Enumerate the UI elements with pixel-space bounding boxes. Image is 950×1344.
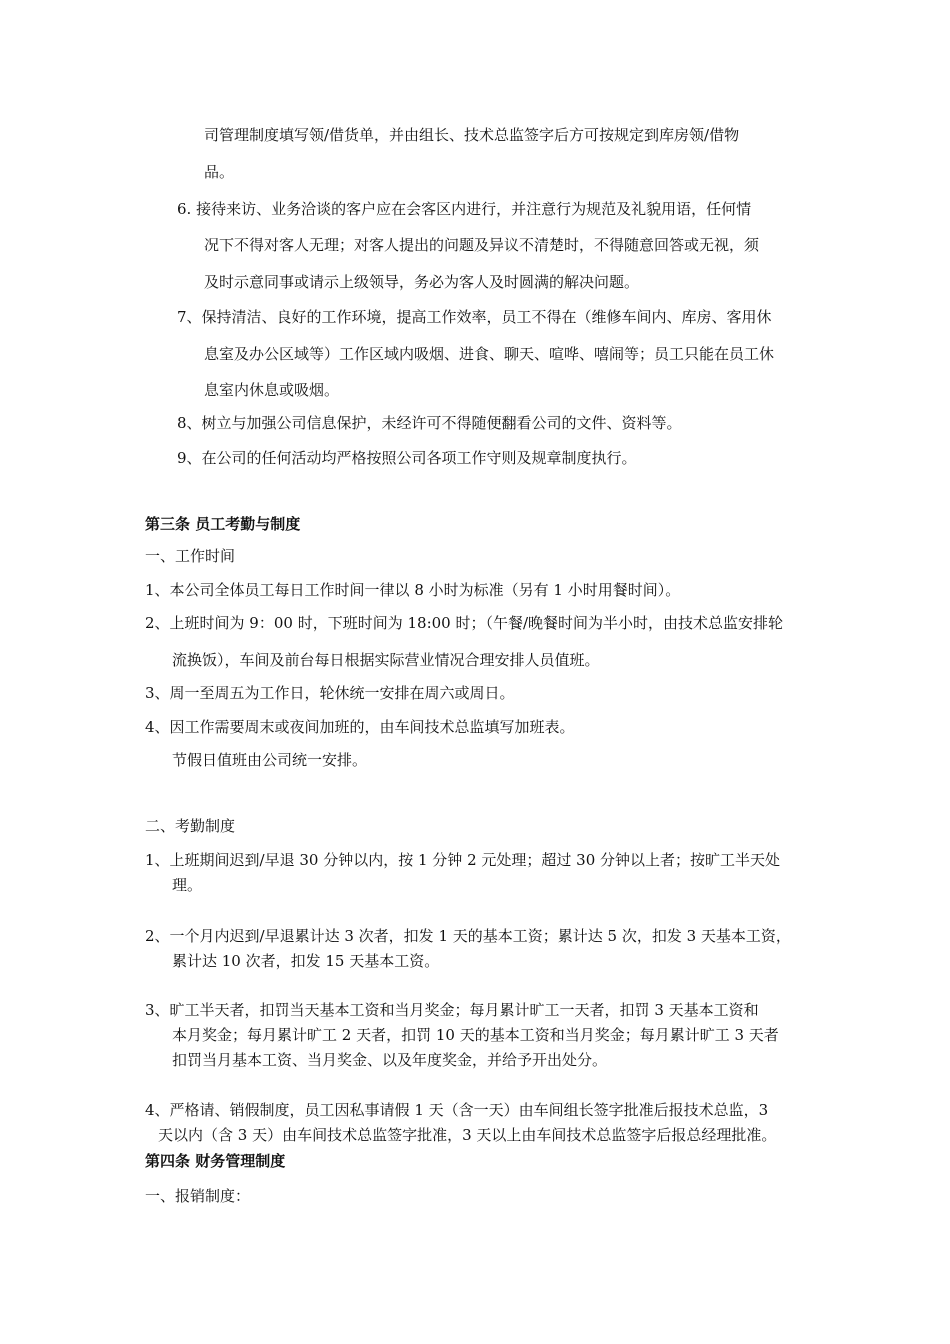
attendance-item1-line2: 理。 <box>172 876 203 894</box>
worktime-item2-line2: 流换饭），车间及前台每日根据实际营业情况合理安排人员值班。 <box>172 651 600 669</box>
item6-line3: 及时示意同事或请示上级领导，务必为客人及时圆满的解决问题。 <box>204 273 640 291</box>
worktime-item1: 1、本公司全体员工每日工作时间一律以 8 小时为标准（另有 1 小时用餐时间）。 <box>145 581 681 599</box>
worktime-item4-line2: 节假日值班由公司统一安排。 <box>172 751 368 769</box>
worktime-item4-line1: 4、因工作需要周末或夜间加班的，由车间技术总监填写加班表。 <box>145 718 575 736</box>
item7-line2: 息室及办公区域等）工作区域内吸烟、进食、聊天、喧哗、嘻闹等；员工只能在员工休 <box>204 345 775 363</box>
worktime-item3: 3、周一至周五为工作日，轮休统一安排在周六或周日。 <box>145 684 515 702</box>
item6-line2: 况下不得对客人无理；对客人提出的问题及异议不清楚时，不得随意回答或无视，须 <box>204 236 760 254</box>
attendance-item3-line3: 扣罚当月基本工资、当月奖金、以及年度奖金，并给予开出处分。 <box>172 1051 608 1069</box>
attendance-item3-line2: 本月奖金；每月累计旷工 2 天者，扣罚 10 天的基本工资和当月奖金；每月累计旷工 3 天者 <box>172 1026 779 1044</box>
article3-heading: 第三条 员工考勤与制度 <box>145 515 301 533</box>
item5-line2: 品。 <box>204 163 235 181</box>
item6-line1: 6. 接待来访、业务洽谈的客户应在会客区内进行，并注意行为规范及礼貌用语，任何情 <box>177 200 752 218</box>
item8: 8、树立与加强公司信息保护，未经许可不得随便翻看公司的文件、资料等。 <box>177 414 682 432</box>
item7-line1: 7、保持清洁、良好的工作环境，提高工作效率，员工不得在（维修车间内、库房、客用休 <box>177 308 772 326</box>
attendance-item2-line1: 2、一个月内迟到/早退累计达 3 次者，扣发 1 天的基本工资；累计达 5 次，扣发 3 天基本工资， <box>145 927 791 945</box>
worktime-title: 一、工作时间 <box>145 547 236 565</box>
item5-line1: 司管理制度填写领/借货单，并由组长、技术总监签字后方可按规定到库房领/借物 <box>204 126 740 144</box>
item7-line3: 息室内休息或吸烟。 <box>204 381 340 399</box>
attendance-title: 二、考勤制度 <box>145 817 236 835</box>
attendance-item4-line2: 天以内（含 3 天）由车间技术总监签字批准，3 天以上由车间技术总监签字后报总经理批准。 <box>158 1126 777 1144</box>
item9: 9、在公司的任何活动均严格按照公司各项工作守则及规章制度执行。 <box>177 449 637 467</box>
reimbursement-title: 一、报销制度： <box>145 1187 251 1205</box>
worktime-item2-line1: 2、上班时间为 9：00 时，下班时间为 18:00 时；（午餐/晚餐时间为半小时，由技术总监安排轮 <box>145 614 784 632</box>
attendance-item1-line1: 1、上班期间迟到/早退 30 分钟以内，按 1 分钟 2 元处理；超过 30 分钟以上者；按旷工半天处 <box>145 851 781 869</box>
article4-heading: 第四条 财务管理制度 <box>145 1152 286 1170</box>
attendance-item2-line2: 累计达 10 次者，扣发 15 天基本工资。 <box>172 952 440 970</box>
attendance-item3-line1: 3、旷工半天者，扣罚当天基本工资和当月奖金；每月累计旷工一天者，扣罚 3 天基本工资和 <box>145 1001 759 1019</box>
attendance-item4-line1: 4、严格请、销假制度，员工因私事请假 1 天（含一天）由车间组长签字批准后报技术总监，3 <box>145 1101 769 1119</box>
